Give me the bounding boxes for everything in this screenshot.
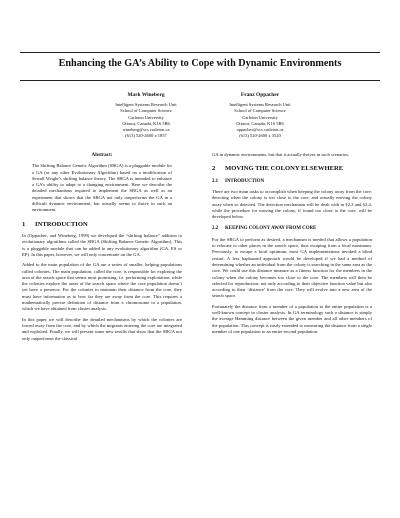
title-rule-top (20, 52, 380, 53)
abstract-text: The Shifting Balance Genetic Algorithm (SBGA) is a pluggable module for a GA (or any other Evolutionary Algorithm) based on a modification of Sewall Wright’s shifting balance theory. The SBGA is intended to enhance a GA’s ability to adapt to a changing environment. Here we describe the detailed mechanisms required to implement the SBGA as well as an experiment that shows that the SBGA not only outperforms the GA in a difficult dynamic environment, but actually seems to thrive in such an environment. (32, 163, 172, 213)
author-block-2 (200, 92, 320, 139)
subsection-number: 2.1 (212, 178, 219, 184)
author-phone: (613) 520-2600 x 1857 (125, 133, 167, 139)
section-number: 2 (212, 165, 216, 173)
section-title: MOVING THE COLONY ELSEWHERE (225, 165, 344, 173)
abstract-heading: Abstract: (91, 152, 113, 158)
subsection-number: 2.2 (212, 226, 219, 232)
author-email: oppacher@scs.carleton.ca (236, 127, 284, 133)
author-university: Carleton University (242, 114, 278, 120)
subsection-heading-2-2 (212, 226, 372, 232)
author-block-1 (86, 92, 206, 139)
author-school: School of Computer Science (234, 108, 286, 114)
subsection-2-1-paragraph: There are two main tasks to accomplish when keeping the colony away from the core: detecting when the colony is too close to the core, and actually moving the colony away when so detected. The detection mechanism will be dealt with in §2.3 and §2.4, while the procedure for moving the colony, if found too close to the core, will be developed below. (212, 189, 372, 220)
subsection-heading-2-1 (212, 179, 372, 185)
title-rule-bottom (20, 80, 380, 81)
intro-paragraph-1: In (Oppacher, and Wineberg, 1999) we developed the “shifting balance” addition to evolutionary algorithms called the SBGA (Shifting Balance Genetic Algorithm). This is a pluggable module that can be added to any evolutionary algorithm (GA, ES or EP). In this paper, however, we will only concentrate on the GA. (22, 233, 182, 257)
author-name: Mark Wineberg (127, 92, 165, 98)
right-column (212, 152, 372, 339)
author-name: Franz Oppacher (240, 92, 280, 98)
intro-paragraph-3: In this paper we will describe the detailed mechanisms by which the colonies are forced away from the core, and by which the migrants entering the core are integrated and exploited. Finally, we will present some new results that show that the SBGA not only outperforms the classical (22, 316, 182, 341)
section-heading-moving-colony (212, 165, 372, 172)
author-phone: (613) 520-2600 x 3520 (239, 133, 281, 139)
paper-title: Enhancing the GA’s Ability to Cope with Dynamic Environments (58, 58, 342, 69)
intro-paragraph-2: Added to the main population of the GA are a series of smaller, helping populations called colonies. The main population, called the core, is responsible for exploring the area of the search space that seems most promising, i.e. performing exploitation, while the colonies explore the areas of the search space where the core population doesn’t yet have a presence. For the colonies to maintain their distance from the core, they must have information as to how far they are away from the core. This requires a mathematically precise definition of distance from a chromosome to a population, which we have obtained from cluster analysis. (22, 262, 182, 312)
section-heading-introduction (22, 221, 182, 228)
subsection-2-2-paragraph-2: Fortunately the distance from a member of a population to the entire population is a well-known concept in cluster analysis. In GA terminology such a distance is simply the average Hamming distance between the given member and all other members of the population. This concept is easily extended to measuring the distance from a single member of one population to an entire second population. (212, 303, 372, 334)
author-address: Ottawa, Canada, K1S 5B6 (122, 120, 170, 126)
subsection-title: KEEPING COLONY AWAY FROM CORE (225, 226, 317, 232)
author-university: Carleton University (128, 114, 164, 120)
author-affiliation: Intelligent Systems Research Unit (229, 102, 291, 108)
section-number: 1 (22, 220, 26, 228)
intro-continuation: GA in dynamic environments, but that it actually thrives in such scenarios. (212, 152, 350, 157)
left-column (22, 152, 182, 346)
author-school: School of Computer Science (120, 108, 172, 114)
author-email: wineberg@scs.carleton.ca (122, 127, 170, 133)
subsection-title: INTRODUCTION (225, 178, 265, 184)
author-affiliation: Intelligent Systems Research Unit (115, 102, 177, 108)
section-title: INTRODUCTION (35, 220, 88, 228)
author-address: Ottawa, Canada, K1S 5B6 (236, 120, 284, 126)
subsection-2-2-paragraph-1: For the SBGA to perform as desired, a mechanism is needed that allows a population to relocate to other places in the search space, thus escaping from a local maximum. Previously, to escape a local optimum, most GA implementations invoked a blind restart. A less haphazard approach would be developed if we had a method of determining whether an individual from the colony is searching in the same area as the core. We could use this distance measure as a fitness function for the members in the colony when the colony becomes too close to the core. The members will then be selected for reproduction, not only according to their objective function value but also according to their ‘distance’ from the core. They will evolve into a new area of the search space. (212, 236, 372, 299)
